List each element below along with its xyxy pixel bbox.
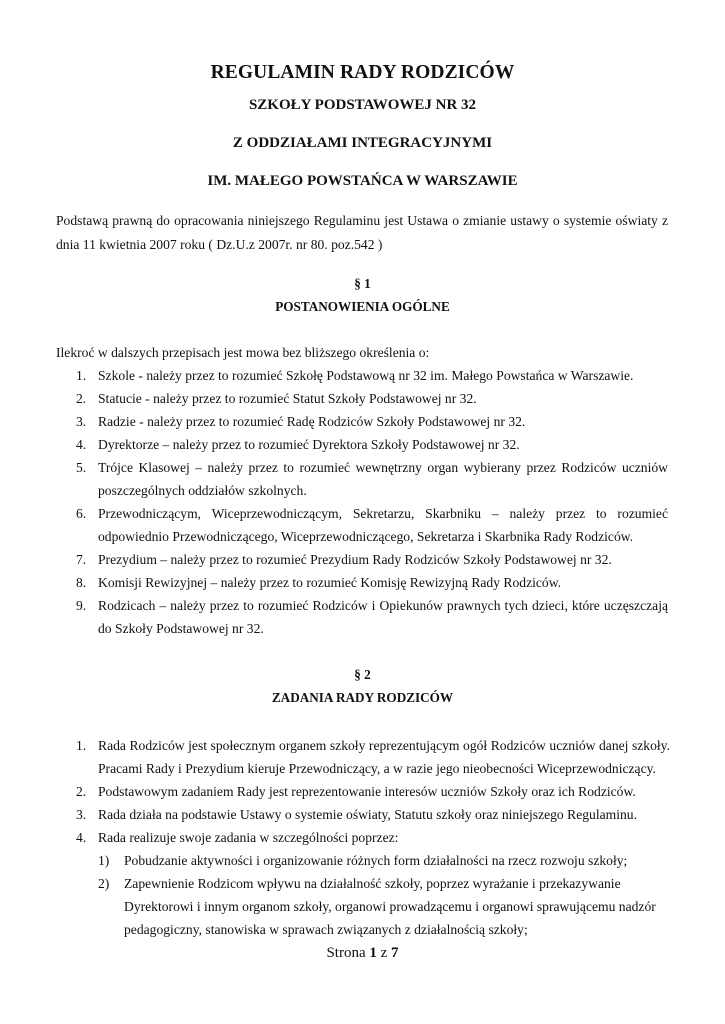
list-item-text: Rada działa na podstawie Ustawy o systemie oświaty, Statutu szkoły oraz niniejszego Regulaminu. <box>98 807 637 822</box>
list-item-text: Rada Rodziców jest społecznym organem szkoły reprezentującym ogół Rodziców uczniów danej szkoły. <box>98 738 670 753</box>
list-item-text: Podstawowym zadaniem Rady jest reprezentowanie interesów uczniów Szkoły oraz ich Rodziców. <box>98 784 636 799</box>
section-1-lead: Ilekroć w dalszych przepisach jest mowa bez bliższego określenia o: <box>56 345 430 360</box>
list-item-text: Trójce Klasowej – należy przez to rozumieć wewnętrzny organ wybierany przez Rodziców uczniów <box>98 460 668 475</box>
school-patron: IM. MAŁEGO POWSTAŃCA W WARSZAWIE <box>207 173 518 189</box>
list-item-text: Komisji Rewizyjnej – należy przez to rozumieć Komisję Rewizyjną Rady Rodziców. <box>98 575 562 590</box>
page-label: Strona <box>326 945 366 961</box>
list-item-number: 1. <box>76 738 87 753</box>
intro-line-1: Podstawą prawną do opracowania niniejszego Regulaminu jest Ustawa o zmianie ustawy o systemie oświaty z <box>56 213 668 228</box>
section-2-heading: ZADANIA RADY RODZICÓW <box>271 690 454 705</box>
list-item-text: poszczególnych oddziałów szkolnych. <box>98 483 307 498</box>
intro-line-2: dnia 11 kwietnia 2007 roku ( Dz.U.z 2007r. nr 80. poz.542 ) <box>56 237 383 252</box>
list-item-text: Radzie - należy przez to rozumieć Radę Rodziców Szkoły Podstawowej nr 32. <box>98 414 526 429</box>
list-item-number: 2. <box>76 784 87 799</box>
total-pages: 7 <box>391 945 399 961</box>
sublist-item-number: 2) <box>98 876 110 891</box>
list-item-number: 1. <box>76 368 87 383</box>
page-number-footer <box>0 945 725 962</box>
list-item-text: Prezydium – należy przez to rozumieć Prezydium Rady Rodziców Szkoły Podstawowej nr 32. <box>98 552 612 567</box>
sublist-item-number: 1) <box>98 853 110 868</box>
list-item-number: 2. <box>76 391 87 406</box>
list-item-number: 6. <box>76 506 87 521</box>
sublist-item-text: Zapewnienie Rodzicom wpływu na działalność szkoły, poprzez wyrażanie i przekazywanie <box>124 876 621 891</box>
list-item-text: Rodzicach – należy przez to rozumieć Rodziców i Opiekunów prawnych tych dzieci, które uczęszczają <box>98 598 668 613</box>
document-title: REGULAMIN RADY RODZICÓW <box>210 62 515 83</box>
sublist-item-text: Pobudzanie aktywności i organizowanie różnych form działalności na rzecz rozwoju szkoły; <box>124 853 628 868</box>
list-item-number: 8. <box>76 575 87 590</box>
list-item-text: Pracami Rady i Prezydium kieruje Przewodniczący, a w razie jego nieobecności Wiceprzewodniczący. <box>98 761 656 776</box>
list-item-number: 4. <box>76 830 87 845</box>
list-item-number: 9. <box>76 598 87 613</box>
list-item-number: 5. <box>76 460 87 475</box>
list-item-text: Statucie - należy przez to rozumieć Statut Szkoły Podstawowej nr 32. <box>98 391 477 406</box>
list-item-number: 4. <box>76 437 87 452</box>
sublist-item-text: pedagogiczny, stanowiska w sprawach związanych z działalnością szkoły; <box>124 922 528 937</box>
list-item-number: 7. <box>76 552 87 567</box>
list-item-text: Rada realizuje swoje zadania w szczególności poprzez: <box>98 830 399 845</box>
section-1-heading: POSTANOWIENIA OGÓLNE <box>275 299 450 314</box>
list-item-text: Dyrektorze – należy przez to rozumieć Dyrektora Szkoły Podstawowej nr 32. <box>98 437 520 452</box>
list-item-number: 3. <box>76 414 87 429</box>
page-separator: z <box>380 945 388 961</box>
list-item-text: odpowiednio Przewodniczącego, Wiceprzewodniczącego, Sekretarza i Skarbnika Rady Rodziców. <box>98 529 634 544</box>
school-name: SZKOŁY PODSTAWOWEJ NR 32 <box>248 97 477 113</box>
list-item-text: Szkole - należy przez to rozumieć Szkołę Podstawową nr 32 im. Małego Powstańca w Warszawie. <box>98 368 634 383</box>
section-1-symbol: § 1 <box>354 276 371 291</box>
list-item-text: do Szkoły Podstawowej nr 32. <box>98 621 264 636</box>
sublist-item-text: Dyrektorowi i innym organom szkoły, organowi prowadzącemu i organowi sprawującemu nadzór <box>124 899 656 914</box>
section-2-symbol: § 2 <box>354 667 371 682</box>
list-item-text: Przewodniczącym, Wiceprzewodniczącym, Sekretarzu, Skarbniku – należy przez to rozumieć <box>98 506 668 521</box>
school-subtitle: Z ODDZIAŁAMI INTEGRACYJNYMI <box>232 135 493 151</box>
current-page: 1 <box>369 945 377 961</box>
list-item-number: 3. <box>76 807 87 822</box>
